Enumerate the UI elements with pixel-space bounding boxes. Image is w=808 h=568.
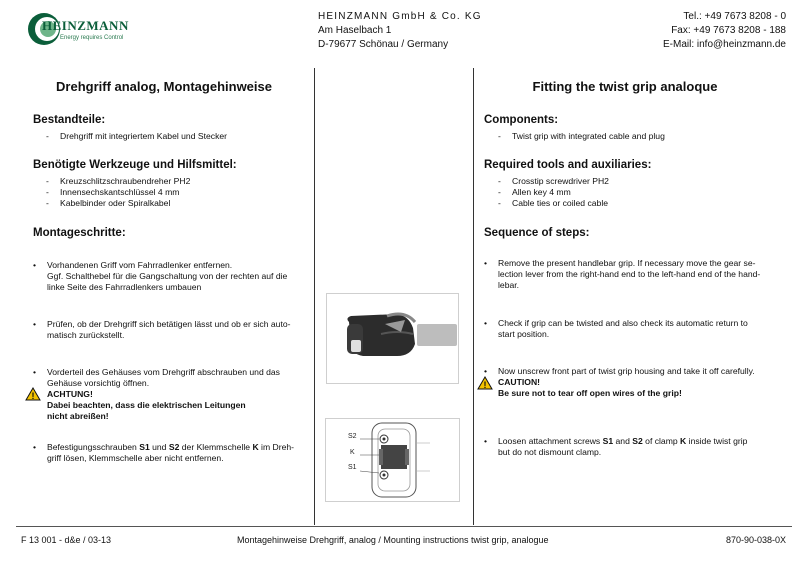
german-components-heading: Bestandteile: [33,114,106,126]
contact-info [663,10,786,52]
heinzmann-logo [28,12,129,46]
email: E-Mail: info@heinzmann.de [663,39,786,50]
twist-grip-illustration [327,294,458,383]
german-title: Drehgriff analog, Montagehinweise [56,79,272,94]
english-warning: CAUTION! Be sure not to tear off open wires of the grip! [498,377,682,398]
telephone: Tel.: +49 7673 8208 - 0 [683,11,786,22]
logo-text: HEINZMANN [42,18,129,33]
english-tools-heading: Required tools and auxiliaries: [484,159,652,171]
label-s2: S2 [348,433,357,440]
logo-tagline: Energy requires Control [60,35,124,41]
fax: Fax: +49 7673 8208 - 188 [671,25,786,36]
german-steps-heading: Montageschritte: [33,227,126,239]
address-line-2: D-79677 Schönau / Germany [318,39,449,50]
footer-description: Montagehinweise Drehgriff, analog / Mounting instructions twist grip, analogue [237,535,549,545]
footer-doc-id: F 13 001 - d&e / 03-13 [21,535,112,545]
footer-rule [16,526,792,527]
svg-text:!: ! [483,380,487,390]
english-components-heading: Components: [484,114,559,126]
footer-part-number: 870-90-038-0X [725,535,786,545]
twist-grip-photo [326,293,459,384]
svg-text:!: ! [31,391,35,401]
english-steps-heading: Sequence of steps: [484,227,590,239]
german-tools-heading: Benötigte Werkzeuge und Hilfsmittel: [33,159,237,171]
clamp-diagram [325,418,460,502]
german-warning: ACHTUNG! Dabei beachten, dass die elektrischen Leitungen nicht abreißen! [47,389,246,421]
column-divider-right [473,68,474,525]
english-title: Fitting the twist grip analoque [532,79,718,94]
company-address [318,10,482,52]
warning-triangle-icon [25,387,41,401]
address-line-1: Am Haselbach 1 [318,25,392,36]
company-name: HEINZMANN GmbH & Co. KG [318,11,482,22]
label-s1: S1 [348,464,357,471]
label-k: K [350,449,355,456]
column-divider-left [314,68,315,525]
warning-triangle-icon [477,376,493,390]
clamp-drawing [326,419,459,501]
